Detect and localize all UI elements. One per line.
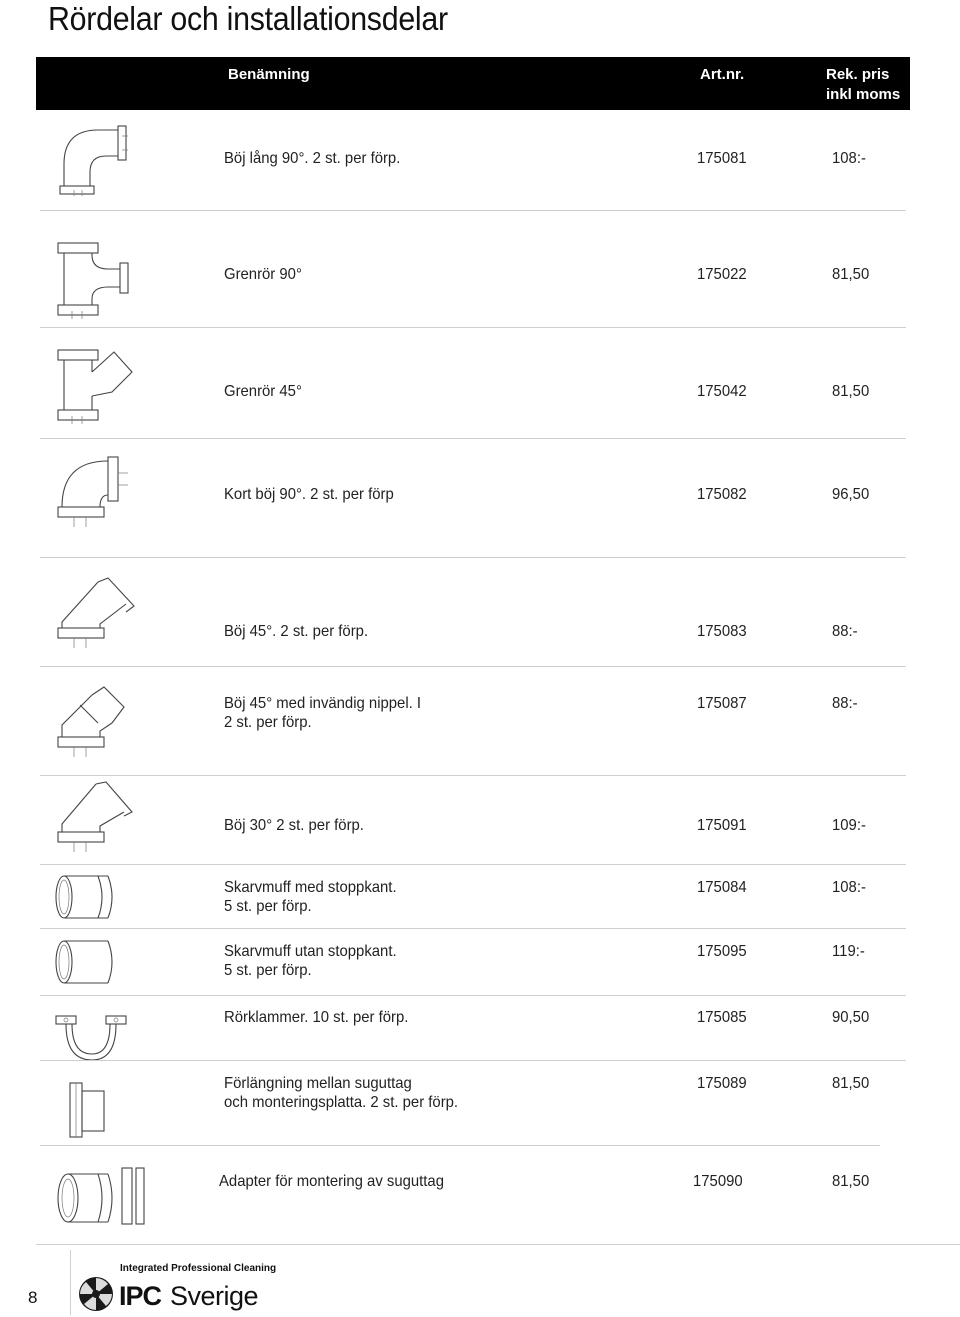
product-name: Böj lång 90°. 2 st. per förp. <box>224 150 401 167</box>
product-name: Förlängning mellan suguttag och monteringsplatta. 2 st. per förp. <box>224 1075 459 1111</box>
page-title: Rördelar och installationsdelar <box>48 0 448 37</box>
branch-pipe-90-icon <box>52 241 142 326</box>
coupling-with-stop-icon <box>52 873 132 928</box>
product-row <box>36 776 906 864</box>
product-art-number: 175082 <box>697 486 747 503</box>
brand-name-bold: IPC <box>119 1281 162 1311</box>
product-art-number: 175081 <box>697 150 747 167</box>
product-name: Skarvmuff med stoppkant. 5 st. per förp. <box>224 879 397 915</box>
product-art-number: 175083 <box>697 623 747 640</box>
product-art-number: 175090 <box>693 1173 743 1190</box>
product-price: 81,50 <box>832 266 870 283</box>
product-art-number: 175084 <box>697 879 747 896</box>
product-row <box>36 439 906 557</box>
product-name: Rörklammer. 10 st. per förp. <box>224 1009 409 1026</box>
ipc-fan-logo-icon <box>78 1276 114 1317</box>
product-name: Grenrör 90° <box>224 266 302 283</box>
product-price: 109:- <box>832 817 866 834</box>
elbow-30-icon <box>52 782 142 859</box>
product-price: 81,50 <box>832 1173 870 1190</box>
coupling-without-stop-icon <box>52 938 132 993</box>
product-name: Böj 45° med invändig nippel. I 2 st. per förp. <box>224 695 422 731</box>
footer-tagline: Integrated Professional Cleaning <box>120 1263 277 1274</box>
product-price: 108:- <box>832 879 866 896</box>
product-price: 108:- <box>832 150 866 167</box>
product-row <box>36 328 906 438</box>
product-art-number: 175089 <box>697 1075 747 1092</box>
product-name: Kort böj 90°. 2 st. per förp <box>224 486 394 503</box>
adapter-icon <box>52 1166 162 1231</box>
product-name: Böj 45°. 2 st. per förp. <box>224 623 369 640</box>
elbow-45-icon <box>52 578 142 655</box>
product-price: 88:- <box>832 695 858 712</box>
footer-divider <box>70 1250 71 1315</box>
product-name: Skarvmuff utan stoppkant. 5 st. per förp. <box>224 943 397 979</box>
product-price: 96,50 <box>832 486 870 503</box>
product-row <box>36 558 906 666</box>
extension-icon <box>52 1081 132 1146</box>
product-art-number: 175095 <box>697 943 747 960</box>
product-row <box>36 1061 906 1145</box>
product-name: Böj 30° 2 st. per förp. <box>224 817 364 834</box>
product-art-number: 175085 <box>697 1009 747 1026</box>
elbow-45-nipple-icon <box>52 685 142 764</box>
product-name: Grenrör 45° <box>224 383 302 400</box>
header-art-number: Art.nr. <box>700 66 745 83</box>
header-price: Rek. pris inkl moms <box>826 66 901 103</box>
product-price: 81,50 <box>832 383 870 400</box>
header-name: Benämning <box>228 66 310 83</box>
product-name: Adapter för montering av suguttag <box>219 1173 444 1190</box>
table-header <box>36 57 910 110</box>
product-price: 90,50 <box>832 1009 870 1026</box>
footer-rule <box>36 1244 960 1245</box>
product-row <box>36 865 906 928</box>
product-row <box>36 929 906 995</box>
product-price: 81,50 <box>832 1075 870 1092</box>
product-price: 88:- <box>832 623 858 640</box>
long-elbow-90-icon <box>52 124 132 201</box>
product-price: 119:- <box>832 943 865 960</box>
product-row <box>36 996 906 1060</box>
product-art-number: 175087 <box>697 695 747 712</box>
short-elbow-90-icon <box>52 455 142 540</box>
branch-pipe-45-icon <box>52 348 142 429</box>
product-row <box>36 112 906 210</box>
brand-name-light: Sverige <box>170 1281 259 1311</box>
product-art-number: 175022 <box>697 266 747 283</box>
page-number: 8 <box>28 1288 38 1307</box>
product-row <box>36 211 906 327</box>
product-row <box>36 667 906 775</box>
product-row <box>36 1146 906 1244</box>
product-art-number: 175042 <box>697 383 747 400</box>
product-art-number: 175091 <box>697 817 747 834</box>
